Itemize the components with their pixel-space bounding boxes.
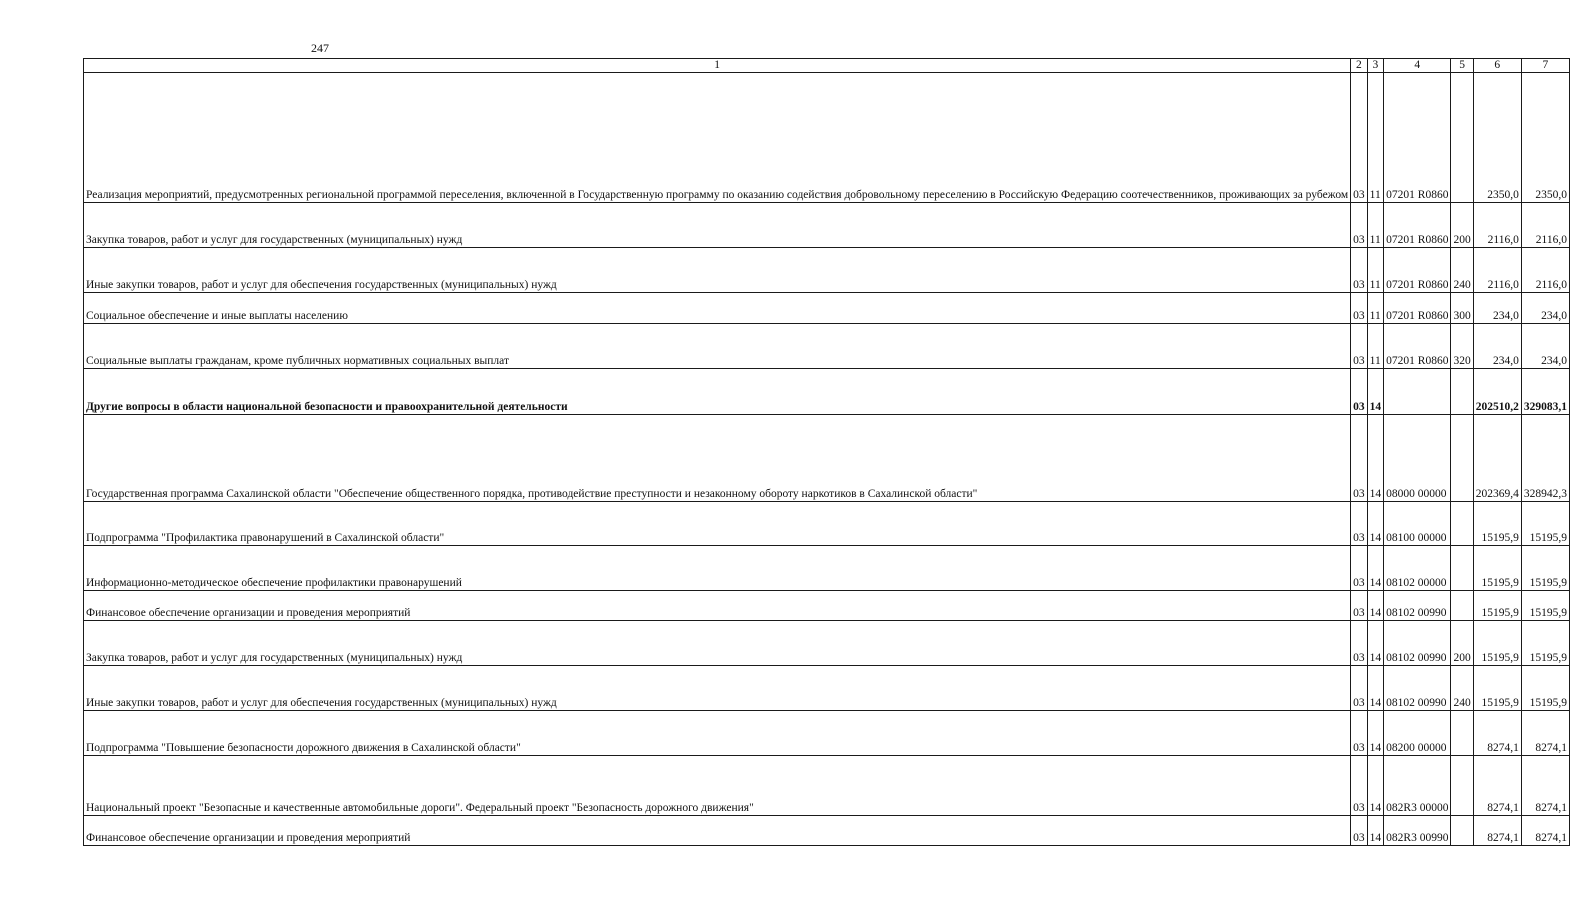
amount-year-2-cell: 328942,3 (1521, 415, 1569, 502)
expense-type-code-cell: 320 (1451, 324, 1473, 369)
table-body (84, 73, 1570, 846)
target-item-code-cell: 07201 R0860 (1384, 293, 1451, 324)
section-code-cell: 03 (1351, 248, 1368, 293)
amount-year-2-cell: 329083,1 (1521, 369, 1569, 415)
row-name-cell: Иные закупки товаров, работ и услуг для обеспечения государственных (муниципальных) нужд (84, 248, 1351, 293)
subsection-code-cell: 11 (1367, 73, 1384, 203)
target-item-code-cell: 082R3 00000 (1384, 756, 1451, 816)
expense-type-code-cell (1451, 756, 1473, 816)
amount-year-2-cell: 8274,1 (1521, 756, 1569, 816)
amount-year-1-cell: 15195,9 (1473, 546, 1521, 591)
table-row (84, 73, 1570, 203)
subsection-code-cell: 14 (1367, 666, 1384, 711)
subsection-code-cell: 14 (1367, 711, 1384, 756)
table-row (84, 502, 1570, 546)
row-name-cell: Финансовое обеспечение организации и проведения мероприятий (84, 816, 1351, 846)
target-item-code-cell (1384, 369, 1451, 415)
target-item-code-cell: 08000 00000 (1384, 415, 1451, 502)
row-name-cell: Социальное обеспечение и иные выплаты населению (84, 293, 1351, 324)
target-item-code-cell: 07201 R0860 (1384, 73, 1451, 203)
expense-type-code-cell: 200 (1451, 203, 1473, 248)
subsection-code-cell: 14 (1367, 816, 1384, 846)
table-row (84, 369, 1570, 415)
row-name-cell: Реализация мероприятий, предусмотренных региональной программой переселения, включенной в Государственную программу по оказанию содействия добровольному переселению в Российскую Федерацию соотечественников, проживающих за рубежом (84, 73, 1351, 203)
target-item-code-cell: 08102 00990 (1384, 621, 1451, 666)
amount-year-2-cell: 15195,9 (1521, 621, 1569, 666)
column-header: 4 (1384, 59, 1451, 73)
amount-year-1-cell: 8274,1 (1473, 816, 1521, 846)
expense-type-code-cell (1451, 73, 1473, 203)
row-name-cell: Финансовое обеспечение организации и проведения мероприятий (84, 591, 1351, 621)
table-row (84, 546, 1570, 591)
section-code-cell: 03 (1351, 203, 1368, 248)
table-row (84, 666, 1570, 711)
section-code-cell: 03 (1351, 293, 1368, 324)
subsection-code-cell: 14 (1367, 756, 1384, 816)
section-code-cell: 03 (1351, 666, 1368, 711)
table-row (84, 591, 1570, 621)
row-name-cell: Национальный проект "Безопасные и качественные автомобильные дороги". Федеральный проект "Безопасность дорожного движения" (84, 756, 1351, 816)
expense-type-code-cell: 240 (1451, 248, 1473, 293)
subsection-code-cell: 14 (1367, 369, 1384, 415)
target-item-code-cell: 08102 00990 (1384, 591, 1451, 621)
amount-year-1-cell: 15195,9 (1473, 591, 1521, 621)
section-code-cell: 03 (1351, 546, 1368, 591)
target-item-code-cell: 08102 00990 (1384, 666, 1451, 711)
section-code-cell: 03 (1351, 73, 1368, 203)
table-row (84, 756, 1570, 816)
expense-type-code-cell (1451, 546, 1473, 591)
subsection-code-cell: 14 (1367, 621, 1384, 666)
section-code-cell: 03 (1351, 711, 1368, 756)
table-row (84, 621, 1570, 666)
row-name-cell: Государственная программа Сахалинской области "Обеспечение общественного порядка, противодействие преступности и незаконному обороту наркотиков в Сахалинской области" (84, 415, 1351, 502)
target-item-code-cell: 07201 R0860 (1384, 203, 1451, 248)
table-row (84, 248, 1570, 293)
column-header: 1 (84, 59, 1351, 73)
amount-year-2-cell: 15195,9 (1521, 546, 1569, 591)
amount-year-1-cell: 8274,1 (1473, 711, 1521, 756)
amount-year-2-cell: 8274,1 (1521, 711, 1569, 756)
amount-year-1-cell: 8274,1 (1473, 756, 1521, 816)
amount-year-1-cell: 202510,2 (1473, 369, 1521, 415)
row-name-cell: Подпрограмма "Профилактика правонарушений в Сахалинской области" (84, 502, 1351, 546)
expense-type-code-cell (1451, 369, 1473, 415)
target-item-code-cell: 08102 00000 (1384, 546, 1451, 591)
amount-year-1-cell: 2350,0 (1473, 73, 1521, 203)
expense-type-code-cell: 240 (1451, 666, 1473, 711)
subsection-code-cell: 14 (1367, 546, 1384, 591)
amount-year-2-cell: 234,0 (1521, 293, 1569, 324)
target-item-code-cell: 07201 R0860 (1384, 324, 1451, 369)
section-code-cell: 03 (1351, 369, 1368, 415)
table-row (84, 711, 1570, 756)
row-name-cell: Информационно-методическое обеспечение профилактики правонарушений (84, 546, 1351, 591)
subsection-code-cell: 11 (1367, 293, 1384, 324)
subsection-code-cell: 11 (1367, 248, 1384, 293)
table-header-row (84, 59, 1570, 73)
column-header: 3 (1367, 59, 1384, 73)
target-item-code-cell: 08100 00000 (1384, 502, 1451, 546)
budget-table (83, 58, 1570, 846)
amount-year-2-cell: 8274,1 (1521, 816, 1569, 846)
subsection-code-cell: 14 (1367, 415, 1384, 502)
section-code-cell: 03 (1351, 415, 1368, 502)
section-code-cell: 03 (1351, 621, 1368, 666)
expense-type-code-cell (1451, 415, 1473, 502)
target-item-code-cell: 07201 R0860 (1384, 248, 1451, 293)
section-code-cell: 03 (1351, 324, 1368, 369)
amount-year-1-cell: 234,0 (1473, 324, 1521, 369)
amount-year-2-cell: 2350,0 (1521, 73, 1569, 203)
amount-year-1-cell: 234,0 (1473, 293, 1521, 324)
section-code-cell: 03 (1351, 502, 1368, 546)
amount-year-1-cell: 15195,9 (1473, 502, 1521, 546)
section-code-cell: 03 (1351, 756, 1368, 816)
row-name-cell: Другие вопросы в области национальной безопасности и правоохранительной деятельности (84, 369, 1351, 415)
amount-year-2-cell: 234,0 (1521, 324, 1569, 369)
amount-year-2-cell: 15195,9 (1521, 502, 1569, 546)
expense-type-code-cell (1451, 816, 1473, 846)
target-item-code-cell: 08200 00000 (1384, 711, 1451, 756)
table-row (84, 324, 1570, 369)
row-name-cell: Подпрограмма "Повышение безопасности дорожного движения в Сахалинской области" (84, 711, 1351, 756)
amount-year-2-cell: 2116,0 (1521, 203, 1569, 248)
section-code-cell: 03 (1351, 816, 1368, 846)
row-name-cell: Социальные выплаты гражданам, кроме публичных нормативных социальных выплат (84, 324, 1351, 369)
expense-type-code-cell (1451, 591, 1473, 621)
row-name-cell: Закупка товаров, работ и услуг для государственных (муниципальных) нужд (84, 203, 1351, 248)
row-name-cell: Закупка товаров, работ и услуг для государственных (муниципальных) нужд (84, 621, 1351, 666)
expense-type-code-cell: 200 (1451, 621, 1473, 666)
expense-type-code-cell (1451, 502, 1473, 546)
section-code-cell: 03 (1351, 591, 1368, 621)
target-item-code-cell: 082R3 00990 (1384, 816, 1451, 846)
expense-type-code-cell (1451, 711, 1473, 756)
table-row (84, 203, 1570, 248)
row-name-cell: Иные закупки товаров, работ и услуг для обеспечения государственных (муниципальных) нужд (84, 666, 1351, 711)
amount-year-1-cell: 2116,0 (1473, 203, 1521, 248)
amount-year-2-cell: 2116,0 (1521, 248, 1569, 293)
subsection-code-cell: 11 (1367, 203, 1384, 248)
page-number: 247 (311, 41, 329, 55)
column-header: 6 (1473, 59, 1521, 73)
table-row (84, 293, 1570, 324)
expense-type-code-cell: 300 (1451, 293, 1473, 324)
amount-year-1-cell: 2116,0 (1473, 248, 1521, 293)
amount-year-2-cell: 15195,9 (1521, 591, 1569, 621)
column-header: 7 (1521, 59, 1569, 73)
table-row (84, 415, 1570, 502)
amount-year-1-cell: 202369,4 (1473, 415, 1521, 502)
subsection-code-cell: 14 (1367, 502, 1384, 546)
table-row (84, 816, 1570, 846)
column-header: 2 (1351, 59, 1368, 73)
amount-year-2-cell: 15195,9 (1521, 666, 1569, 711)
subsection-code-cell: 11 (1367, 324, 1384, 369)
amount-year-1-cell: 15195,9 (1473, 621, 1521, 666)
amount-year-1-cell: 15195,9 (1473, 666, 1521, 711)
subsection-code-cell: 14 (1367, 591, 1384, 621)
column-header: 5 (1451, 59, 1473, 73)
